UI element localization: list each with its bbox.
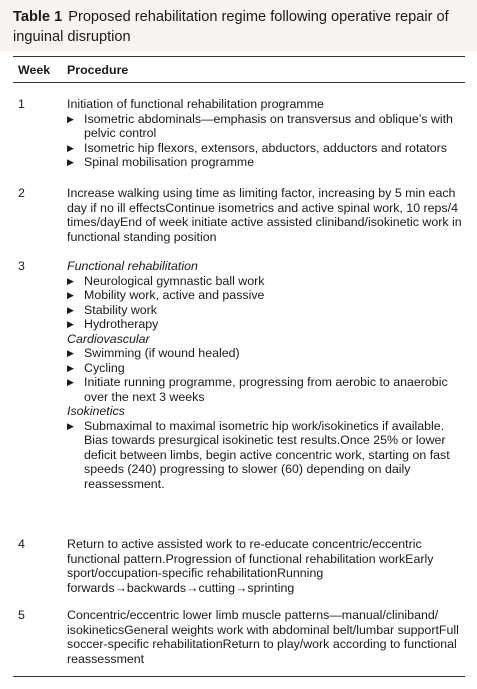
week-5-procedure xyxy=(67,608,463,666)
week-3-bullet: ▶ Mobility work, active and passive xyxy=(67,288,265,302)
week-2-line: times/dayEnd of week initiate active assisted cliniband/isokinetic work in xyxy=(67,215,462,229)
section-heading: Isokinetics xyxy=(67,404,125,418)
week-3-bullet: ▶ Neurological gymnastic ball work xyxy=(67,273,265,288)
triangle-bullet-icon: ▶ xyxy=(67,157,74,167)
week-3-bullet: ▶ Hydrotherapy xyxy=(67,317,159,331)
week-3-bullet-cont: deficit between limbs, begin active concentric work, starting on fast xyxy=(84,447,450,462)
header-rule xyxy=(13,82,465,83)
week-3-procedure xyxy=(67,259,463,491)
column-header-procedure: Procedure xyxy=(67,63,129,77)
week-5-line: isokineticsGeneral weights work with abdominal belt/lumbar supportFull xyxy=(67,622,459,637)
section-heading: Cardiovascular xyxy=(67,331,150,346)
week-5-line: soccer-specific rehabilitationReturn to play/work according to functional xyxy=(67,637,457,651)
triangle-bullet-icon: ▶ xyxy=(67,319,74,329)
week-3-bullet: ▶ Submaximal to maximal isometric hip work/isokinetics if available. xyxy=(67,418,445,433)
week-4-line: forwards→backwards→cutting→sprinting xyxy=(67,580,295,595)
week-5-line: reassessment xyxy=(67,651,145,666)
table-caption xyxy=(0,0,477,52)
caption-text xyxy=(13,8,471,47)
week-4-line: Return to active assisted work to re-educate concentric/eccentric xyxy=(67,537,422,551)
week-5: 5 xyxy=(18,608,25,622)
section-heading: Functional rehabilitation xyxy=(67,259,198,273)
column-header-week: Week xyxy=(18,63,51,77)
week-1-bullet: ▶ Isometric hip flexors, extensors, abductors, adductors and rotators xyxy=(67,140,447,155)
week-3-bullet: ▶ Stability work xyxy=(67,302,157,317)
caption-label: Table 1 xyxy=(13,9,63,25)
week-1: 1 xyxy=(18,97,25,111)
week-3-bullet: ▶ Swimming (if wound healed) xyxy=(67,346,240,360)
triangle-bullet-icon: ▶ xyxy=(67,377,74,387)
triangle-bullet-icon: ▶ xyxy=(67,362,74,373)
week-3-bullet: ▶ Initiate running programme, progressing from aerobic to anaerobic xyxy=(67,375,448,389)
week-2-line: Increase walking using time as limiting factor, increasing by 5 min each xyxy=(67,186,456,200)
triangle-bullet-icon: ▶ xyxy=(67,142,74,153)
week-5-line: Concentric/eccentric lower limb muscle patterns—manual/cliniband/ xyxy=(67,608,439,622)
bottom-rule xyxy=(13,676,465,677)
week-2: 2 xyxy=(18,186,25,200)
triangle-bullet-icon: ▶ xyxy=(67,420,74,431)
week-4-line: functional pattern.Progression of functional rehabilitation workEarly xyxy=(67,551,434,566)
week-4-line: sport/occupation-specific rehabilitationRunning xyxy=(67,566,324,580)
week-3-bullet: ▶ Cycling xyxy=(67,360,125,375)
caption-title: Proposed rehabilitation regime following operative repair of inguinal disruption xyxy=(13,9,449,45)
triangle-bullet-icon: ▶ xyxy=(67,275,74,286)
week-1-bullet-cont: pelvic control xyxy=(84,126,157,140)
week-1-bullet: ▶ Isometric abdominals—emphasis on transversus and oblique’s with xyxy=(67,111,453,126)
week-1-bullet: ▶ Spinal mobilisation programme xyxy=(67,155,255,169)
week-3-bullet-cont: Bias towards presurgical isokinetic test results.Once 25% or lower xyxy=(84,433,446,447)
top-rule xyxy=(13,56,465,57)
week-3-bullet-cont: speeds (240) progressing to slower (60) depending on daily xyxy=(84,462,411,476)
triangle-bullet-icon: ▶ xyxy=(67,348,74,358)
week-3-bullet-cont: over the next 3 weeks xyxy=(84,389,205,404)
triangle-bullet-icon: ▶ xyxy=(67,113,74,124)
week-2-procedure xyxy=(67,186,463,244)
triangle-bullet-icon: ▶ xyxy=(67,304,74,315)
week-3-bullet-cont: reassessment. xyxy=(84,476,165,491)
week-4-procedure xyxy=(67,537,463,595)
week-3: 3 xyxy=(18,259,25,273)
week-2-line: day if no ill effectsContinue isometrics and active spinal work, 10 reps/4 xyxy=(67,200,458,215)
week-4: 4 xyxy=(18,537,25,551)
week-2-line: functional standing position xyxy=(67,229,217,244)
triangle-bullet-icon: ▶ xyxy=(67,290,74,300)
week-1-intro: Initiation of functional rehabilitation programme xyxy=(67,97,324,111)
week-1-procedure xyxy=(67,97,463,170)
